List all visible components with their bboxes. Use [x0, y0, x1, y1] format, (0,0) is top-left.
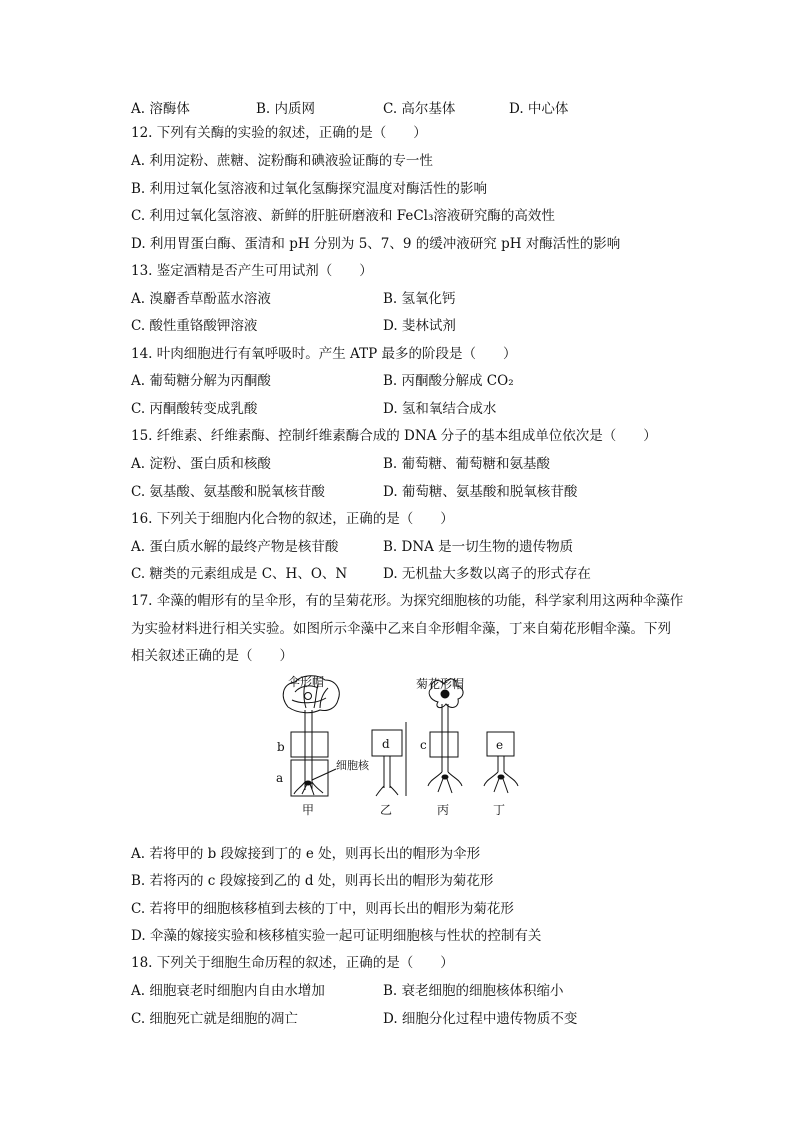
label-jia: 甲: [302, 803, 315, 817]
q16-option-d: D. 无机盐大多数以离子的形式存在: [383, 566, 591, 582]
q14-option-c: C. 丙酮酸转变成乳酸: [131, 401, 258, 417]
label-d: d: [382, 737, 390, 751]
nucleus-dot: [498, 775, 504, 779]
q11-option-a: A. 溶酶体: [131, 101, 190, 117]
label-b: b: [277, 740, 285, 754]
q15-stem: 15. 纤维素、纤维素酶、控制纤维素酶合成的 DNA 分子的基本组成单位依次是（ ）: [131, 428, 657, 444]
q18-option-a: A. 细胞衰老时细胞内自由水增加: [131, 983, 325, 999]
label-c: c: [420, 738, 427, 752]
q15-option-c: C. 氨基酸、氨基酸和脱氧核苷酸: [131, 484, 325, 500]
q13-option-b: B. 氢氧化钙: [383, 291, 456, 307]
q18-option-b: B. 衰老细胞的细胞核体积缩小: [383, 983, 564, 999]
nucleus-pointer: [312, 769, 336, 780]
segment-c-box: [430, 732, 458, 757]
q13-option-a: A. 溴麝香草酚蓝水溶液: [131, 291, 271, 307]
q17-option-a: A. 若将甲的 b 段嫁接到丁的 e 处，则再长出的帽形为伞形: [131, 846, 481, 862]
q17-option-b: B. 若将丙的 c 段嫁接到乙的 d 处，则再长出的帽形为菊花形: [131, 873, 494, 889]
q16-option-c: C. 糖类的元素组成是 C、H、O、N: [131, 566, 348, 582]
q17-stem-line-3: 相关叙述正确的是（ ）: [131, 648, 293, 664]
alga-jia: [283, 676, 339, 796]
q16-option-a: A. 蛋白质水解的最终产物是核苷酸: [131, 539, 339, 555]
q11-option-b: B. 内质网: [256, 101, 316, 117]
q15-option-a: A. 淀粉、蛋白质和核酸: [131, 456, 271, 472]
cap-center: [441, 690, 449, 698]
q14-option-b: B. 丙酮酸分解成 CO₂: [383, 373, 514, 389]
q17-option-d: D. 伞藻的嫁接实验和核移植实验一起可证明细胞核与性状的控制有关: [131, 928, 542, 944]
q13-option-c: C. 酸性重铬酸钾溶液: [131, 318, 258, 334]
rhizoid: [376, 786, 398, 796]
label-chrysanthemum-cap: 菊花形帽: [416, 677, 465, 691]
label-bing: 丙: [437, 803, 450, 817]
label-ding: 丁: [493, 803, 506, 817]
q17-option-c: C. 若将甲的细胞核移植到去核的丁中，则再长出的帽形为菊花形: [131, 901, 514, 917]
label-yi: 乙: [380, 803, 393, 817]
q14-option-a: A. 葡萄糖分解为丙酮酸: [131, 373, 271, 389]
label-e: e: [496, 738, 504, 752]
q12-option-b: B. 利用过氧化氢溶液和过氧化氢酶探究温度对酶活性的影响: [131, 181, 488, 197]
q11-option-d: D. 中心体: [509, 101, 569, 117]
q16-option-b: B. DNA 是一切生物的遗传物质: [383, 539, 574, 555]
q16-stem: 16. 下列关于细胞内化合物的叙述，正确的是（ ）: [131, 511, 454, 527]
label-a: a: [276, 771, 284, 785]
q18-stem: 18. 下列关于细胞生命历程的叙述，正确的是（ ）: [131, 955, 454, 971]
q12-option-a: A. 利用淀粉、蔗糖、淀粉酶和碘液验证酶的专一性: [131, 153, 433, 169]
q14-option-d: D. 氢和氧结合成水: [383, 401, 497, 417]
q17-stem-line-2: 为实验材料进行相关实验。如图所示伞藻中乙来自伞形帽伞藻，丁来自菊花形帽伞藻。下列: [131, 621, 671, 637]
q13-option-d: D. 斐林试剂: [383, 318, 456, 334]
q13-stem: 13. 鉴定酒精是否产生可用试剂（ ）: [131, 263, 373, 279]
q12-option-c: C. 利用过氧化氢溶液、新鲜的肝脏研磨液和 FeCl₃溶液研究酶的高效性: [131, 208, 555, 224]
cap-center: [305, 693, 312, 700]
acetabularia-figure: [270, 672, 530, 820]
label-nucleus: 细胞核: [336, 759, 369, 772]
q15-option-d: D. 葡萄糖、氨基酸和脱氧核苷酸: [383, 484, 578, 500]
q17-stem-line-1: 17. 伞藻的帽形有的呈伞形，有的呈菊花形。为探究细胞核的功能，科学家利用这两种伞藻作: [131, 593, 684, 609]
nucleus-dot: [442, 775, 448, 779]
nucleus-dot: [305, 781, 311, 785]
label-umbrella-cap: 伞形帽: [288, 675, 325, 689]
q14-stem: 14. 叶肉细胞进行有氧呼吸时。产生 ATP 最多的阶段是（ ）: [131, 346, 517, 362]
q18-option-c: C. 细胞死亡就是细胞的凋亡: [131, 1011, 298, 1027]
q12-option-d: D. 利用胃蛋白酶、蛋清和 pH 分别为 5、7、9 的缓冲液研究 pH 对酶活性的影响: [131, 236, 621, 252]
alga-bing: [406, 679, 463, 796]
segment-b-box: [291, 732, 328, 757]
q18-option-d: D. 细胞分化过程中遗传物质不变: [383, 1011, 578, 1027]
q15-option-b: B. 葡萄糖、葡萄糖和氨基酸: [383, 456, 551, 472]
q11-option-c: C. 高尔基体: [383, 101, 456, 117]
q12-stem: 12. 下列有关酶的实验的叙述，正确的是（ ）: [131, 125, 427, 141]
